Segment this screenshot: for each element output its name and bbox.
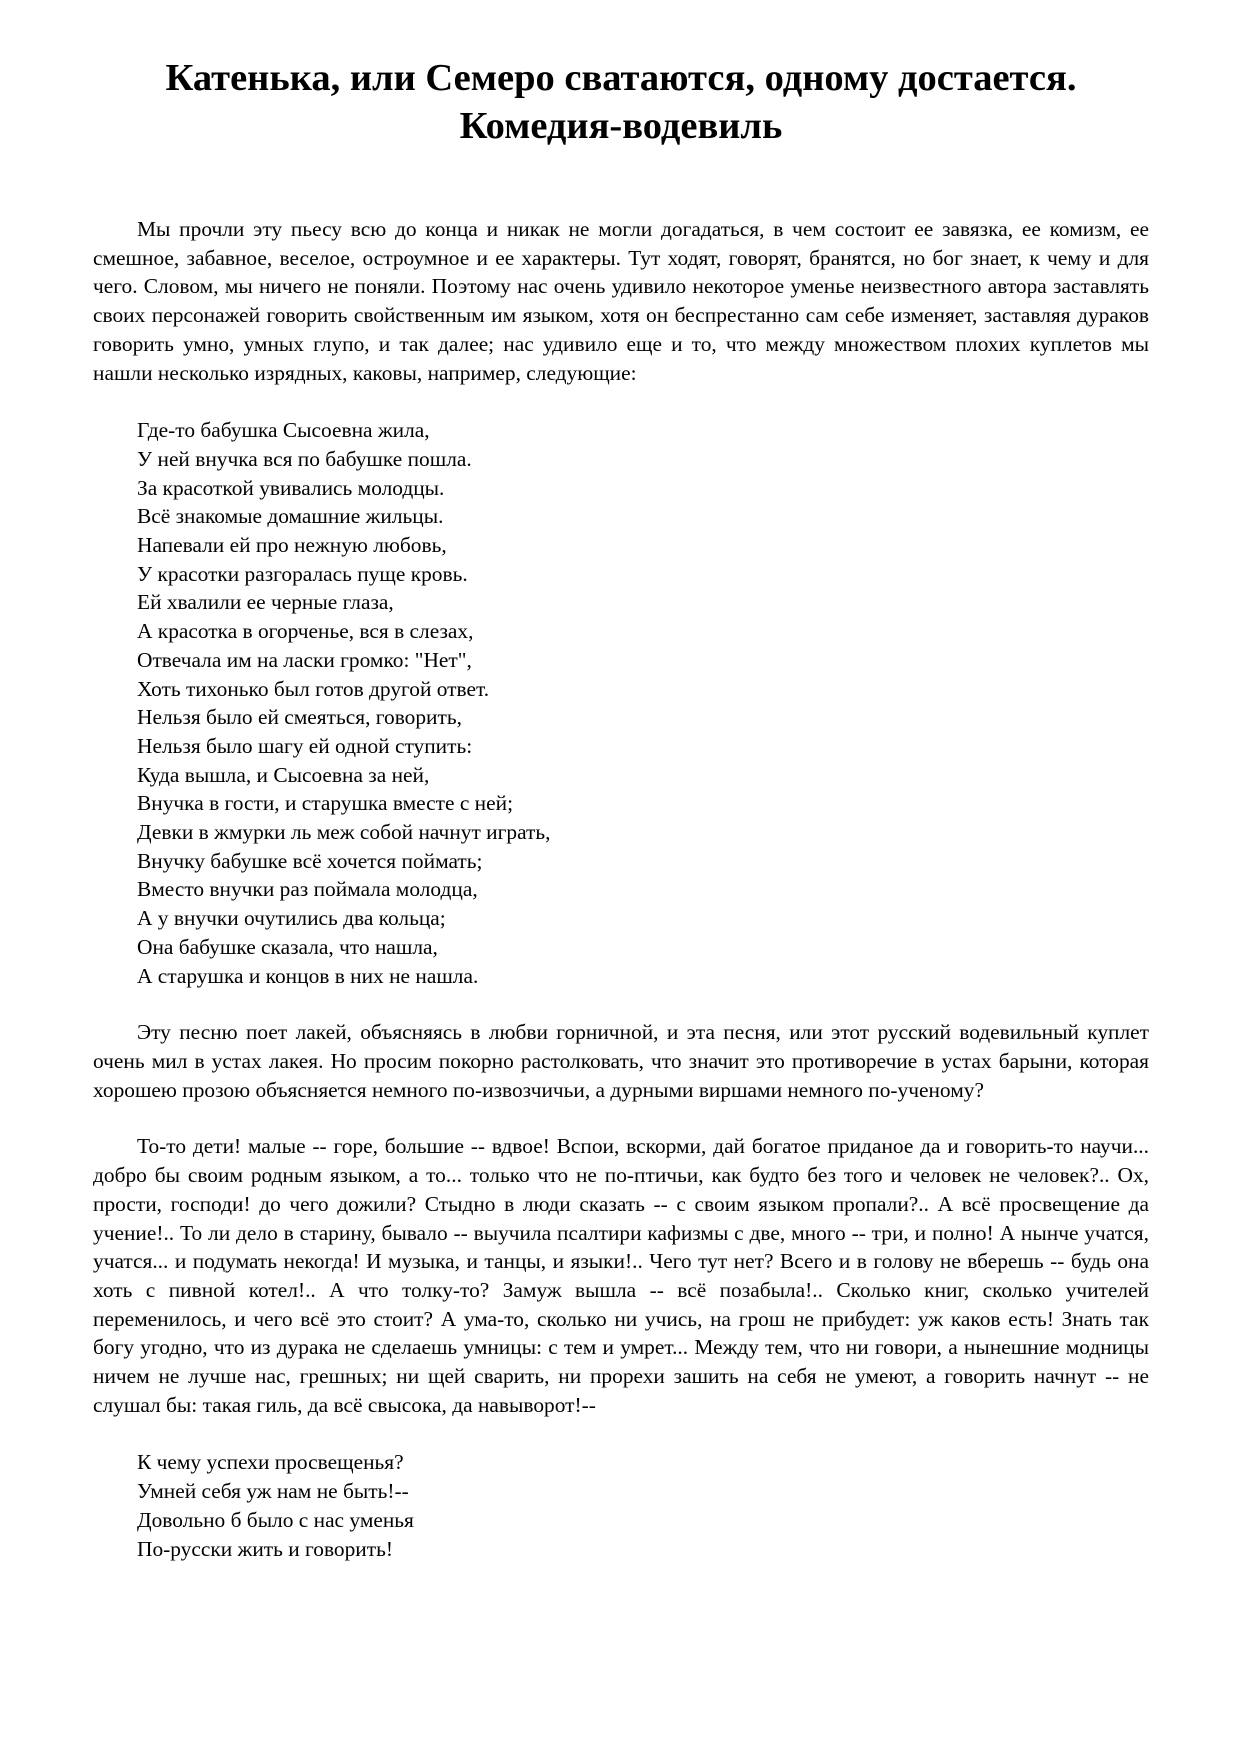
verse-line: По-русски жить и говорить! xyxy=(137,1536,393,1561)
document-title xyxy=(93,0,1149,150)
verse-line: Нельзя было шагу ей одной ступить: xyxy=(137,733,473,758)
verse-line: Она бабушке сказала, что нашла, xyxy=(137,934,438,959)
verse-line: А у внучки очутились два кольца; xyxy=(137,906,446,931)
verse-line: Довольно б было с нас уменья xyxy=(137,1507,414,1532)
document-page xyxy=(93,0,1149,1563)
verse-line: Ей хвалили ее черные глаза, xyxy=(137,590,394,615)
verse-line: А красотка в огорченье, вся в слезах, xyxy=(137,619,474,644)
verse-block xyxy=(93,1448,1149,1563)
verse-line: Всё знакомые домашние жильцы. xyxy=(137,504,444,529)
title-line: Комедия-водевиль xyxy=(459,105,783,147)
verse-line: У красотки разгоралась пуще кровь. xyxy=(137,561,468,586)
verse-line: Нельзя было ей смеяться, говорить, xyxy=(137,705,462,730)
verse-line: За красоткой увивались молодцы. xyxy=(137,475,445,500)
verse-line: Вместо внучки раз поймала молодца, xyxy=(137,877,478,902)
verse-line: А старушка и концов в них не нашла. xyxy=(137,963,479,988)
verse-line: Хоть тихонько был готов другой ответ. xyxy=(137,676,490,701)
verse-line: Девки в жмурки ль меж собой начнут играть, xyxy=(137,820,551,845)
title-line: Катенька, или Семеро сватаются, одному достается. xyxy=(165,57,1077,99)
paragraph: Эту песню поет лакей, объясняясь в любви горничной, и эта песня, или этот русский водевильный куплет очень мил в устах лакея. Но просим покорно растолковать, что значит это противоречие в устах барыни, которая хорошею прозою объясняется немного по-извозчичьи, а дурными виршами немного по-ученому? xyxy=(93,1020,1149,1102)
paragraph: То-то дети! малые -- горе, большие -- вдвое! Вспои, вскорми, дай богатое приданое да и говорить-то научи... добро бы своим родным языком, а то... только что не по-птичьи, как будто без того и человек не человек?.. Ох, прости, господи! до чего дожили? Стыдно в люди сказать -- с своим языком пропали?.. А всё просвещение да учение!.. То ли дело в старину, бывало -- выучила псалтири кафизмы с две, много -- три, и полно! А нынче учатся, учатся... и подумать некогда! И музыка, и танцы, и языки!.. Чего тут нет? Всего и в голову не вберешь -- будь она хоть с пивной котел!.. А что толку-то? Замуж вышла -- всё позабыла!.. Сколько книг, сколько учителей переменилось, и чего всё это стоит? А ума-то, сколько ни учись, на грош не прибудет: уж каков есть! Знать так богу угодно, что из дурака не сделаешь умницы: с тем и умрет... Между тем, что ни говори, а нынешние модницы ничем не лучше нас, грешных; ни щей сварить, ни прорехи зашить на себя не умеют, а говорить начнут -- не слушал бы: такая гиль, да всё свысока, да навыворот!-- xyxy=(93,1134,1149,1417)
verse-line: Где-то бабушка Сысоевна жила, xyxy=(137,418,430,443)
verse-line: У ней внучка вся по бабушке пошла. xyxy=(137,446,472,471)
verse-line: Отвечала им на ласки громко: "Нет", xyxy=(137,647,472,672)
verse-line: Внучку бабушке всё хочется поймать; xyxy=(137,848,483,873)
verse-line: Напевали ей про нежную любовь, xyxy=(137,533,447,558)
verse-line: Умней себя уж нам не быть!-- xyxy=(137,1479,409,1504)
paragraph: Мы прочли эту пьесу всю до конца и никак не могли догадаться, в чем состоит ее завязка, ее комизм, ее смешное, забавное, веселое, остроумное и ее характеры. Тут ходят, говорят, бранятся, но бог знает, к чему и для чего. Словом, мы ничего не поняли. Поэтому нас очень удивило некоторое уменье неизвестного автора заставлять своих персонажей говорить свойственным им языком, хотя он беспрестанно сам себе изменяет, заставляя дураков говорить умно, умных глупо, и так далее; нас удивило еще и то, что между множеством плохих куплетов мы нашли несколько изрядных, каковы, например, следующие: xyxy=(93,217,1149,385)
verse-block xyxy=(93,416,1149,990)
verse-line: Внучка в гости, и старушка вместе с ней; xyxy=(137,791,514,816)
verse-line: Куда вышла, и Сысоевна за ней, xyxy=(137,762,430,787)
verse-line: К чему успехи просвещенья? xyxy=(137,1450,404,1475)
